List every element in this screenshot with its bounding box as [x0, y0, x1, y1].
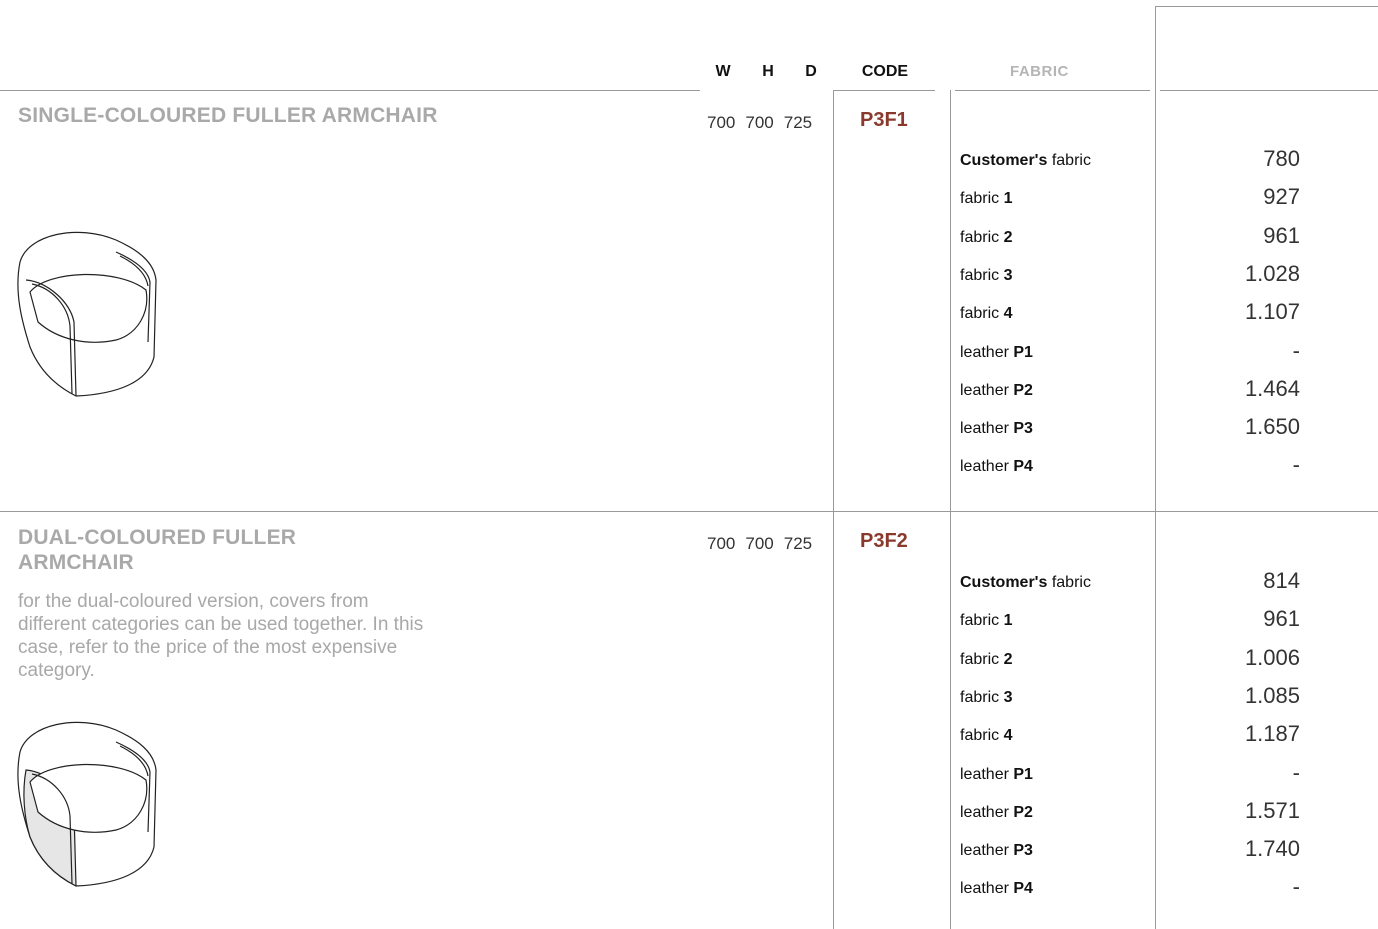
- fabric-price: 1.006: [1244, 644, 1300, 670]
- fabric-price: 1.464: [1244, 375, 1300, 401]
- fabric-name: [960, 152, 1091, 170]
- dim-h: 700: [745, 113, 774, 132]
- fabric-name-prefix: leather: [960, 880, 1014, 898]
- fabric-price: 1.085: [1244, 682, 1300, 708]
- dim-w: 700: [707, 534, 736, 553]
- header-fabric: FABRIC: [1010, 63, 1069, 80]
- fabric-name: [960, 574, 1091, 592]
- fabric-row: [960, 798, 1300, 828]
- fabric-name: [960, 842, 1033, 860]
- fabric-price: 961: [1263, 222, 1300, 248]
- header-rule-left: [0, 90, 700, 91]
- armchair-single-illustration: [8, 222, 168, 412]
- armchair-dual-illustration: [8, 712, 168, 902]
- fabric-name-suffix: P3: [1013, 420, 1033, 438]
- dim-w: 700: [707, 113, 736, 132]
- fabric-name-suffix: 2: [1003, 650, 1013, 668]
- fabric-name: [960, 612, 1012, 630]
- fabric-name: [960, 190, 1012, 208]
- fabric-name-prefix: leather: [960, 458, 1014, 476]
- fabric-name-prefix: leather: [960, 765, 1014, 783]
- fabric-row: [960, 338, 1300, 368]
- fabric-name-prefix: fabric: [960, 266, 1004, 284]
- fabric-name-suffix: 4: [1003, 727, 1013, 745]
- dims-column-divider: [833, 90, 834, 929]
- header-rule-code: [833, 90, 935, 91]
- fabric-name-suffix: 3: [1003, 266, 1013, 284]
- fabric-name-suffix: P1: [1013, 765, 1033, 783]
- fabric-price: 1.107: [1244, 299, 1300, 325]
- fabric-name-prefix: fabric: [960, 727, 1004, 745]
- fabric-price: 961: [1263, 606, 1300, 632]
- fabric-name-suffix: P2: [1013, 803, 1033, 821]
- fabric-row: [960, 721, 1300, 751]
- header-d: D: [805, 63, 817, 80]
- fabric-row: [960, 223, 1300, 253]
- header-h: H: [762, 63, 774, 80]
- fabric-name-prefix: fabric: [960, 688, 1004, 706]
- fabric-name-prefix: leather: [960, 381, 1014, 399]
- fabric-name-prefix: Customer's: [960, 574, 1048, 591]
- product-title-line: DUAL-COLOURED FULLER: [18, 526, 297, 549]
- product-dimensions: [707, 113, 822, 133]
- fabric-name: [960, 804, 1033, 822]
- fabric-name-prefix: fabric: [960, 650, 1004, 668]
- fabric-row: [960, 376, 1300, 406]
- fabric-name-prefix: leather: [960, 420, 1014, 438]
- fabric-name-suffix: 2: [1003, 228, 1013, 246]
- fabric-name-prefix: fabric: [960, 612, 1004, 630]
- fabric-name: [960, 229, 1012, 247]
- fabric-price: 1.740: [1244, 836, 1300, 862]
- header-rule-fabric: [955, 90, 1150, 91]
- fabric-name-suffix: fabric: [1047, 574, 1091, 591]
- fabric-name: [960, 458, 1033, 476]
- product-code: P3F2: [860, 530, 908, 552]
- fabric-price: -: [1292, 759, 1300, 785]
- product-dimensions: [707, 534, 822, 554]
- header-code: CODE: [861, 63, 909, 80]
- product-title: [18, 103, 438, 128]
- product-title-line: SINGLE-COLOURED FULLER ARMCHAIR: [18, 104, 438, 127]
- fabric-name: [960, 689, 1012, 707]
- fabric-name-suffix: 1: [1003, 612, 1013, 630]
- section-divider: [0, 511, 1378, 512]
- fabric-name: [960, 382, 1033, 400]
- fabric-name-prefix: leather: [960, 343, 1014, 361]
- fabric-name-prefix: fabric: [960, 190, 1004, 208]
- product-code: P3F1: [860, 109, 908, 131]
- fabric-price: 1.650: [1244, 414, 1300, 440]
- fabric-name: [960, 344, 1033, 362]
- fabric-row: [960, 299, 1300, 329]
- fabric-row: [960, 836, 1300, 866]
- product-title-line: ARMCHAIR: [18, 551, 134, 574]
- fabric-name: [960, 651, 1012, 669]
- fabric-price: 1.028: [1244, 260, 1300, 286]
- product-note: for the dual-coloured version, covers from different categories can be used together. In this case, refer to the price of the most expensive category.: [18, 591, 424, 681]
- fabric-column-divider: [950, 90, 951, 929]
- fabric-price: 1.571: [1244, 797, 1300, 823]
- fabric-name: [960, 727, 1012, 745]
- product-title: [18, 525, 296, 575]
- fabric-name-prefix: fabric: [960, 305, 1004, 323]
- fabric-name-suffix: P1: [1013, 343, 1033, 361]
- fabric-name: [960, 305, 1012, 323]
- fabric-row: [960, 568, 1300, 598]
- fabric-name-suffix: 3: [1003, 688, 1013, 706]
- fabric-price: 780: [1263, 146, 1300, 171]
- fabric-name: [960, 766, 1033, 784]
- fabric-price: 814: [1263, 568, 1300, 593]
- fabric-price: -: [1292, 874, 1300, 900]
- fabric-row: [960, 606, 1300, 636]
- fabric-name-prefix: leather: [960, 842, 1014, 860]
- fabric-price: 927: [1263, 184, 1300, 210]
- fabric-name-suffix: P4: [1013, 458, 1033, 476]
- fabric-price: -: [1292, 452, 1300, 478]
- fabric-name-suffix: P2: [1013, 381, 1033, 399]
- header-rule-price: [1160, 90, 1378, 91]
- fabric-price: 1.187: [1244, 721, 1300, 747]
- dim-d: 725: [783, 534, 813, 553]
- fabric-name-suffix: 4: [1003, 305, 1013, 323]
- fabric-name-suffix: 1: [1003, 190, 1013, 208]
- fabric-name-suffix: P4: [1013, 880, 1033, 898]
- fabric-row: [960, 261, 1300, 291]
- fabric-name: [960, 420, 1033, 438]
- header-w: W: [715, 63, 731, 80]
- fabric-row: [960, 414, 1300, 444]
- fabric-row: [960, 683, 1300, 713]
- fabric-row: [960, 146, 1300, 176]
- fabric-name: [960, 880, 1033, 898]
- dim-h: 700: [745, 534, 774, 553]
- fabric-row: [960, 645, 1300, 675]
- fabric-name-suffix: fabric: [1047, 152, 1091, 169]
- fabric-name-prefix: fabric: [960, 228, 1004, 246]
- fabric-name-prefix: Customer's: [960, 152, 1048, 169]
- fabric-price: -: [1292, 337, 1300, 363]
- fabric-name-suffix: P3: [1013, 842, 1033, 860]
- price-top-rule: [1155, 6, 1378, 7]
- fabric-name: [960, 267, 1012, 285]
- fabric-name-prefix: leather: [960, 803, 1014, 821]
- fabric-row: [960, 452, 1300, 482]
- fabric-row: [960, 874, 1300, 904]
- dim-d: 725: [783, 113, 813, 132]
- fabric-row: [960, 760, 1300, 790]
- fabric-row: [960, 184, 1300, 214]
